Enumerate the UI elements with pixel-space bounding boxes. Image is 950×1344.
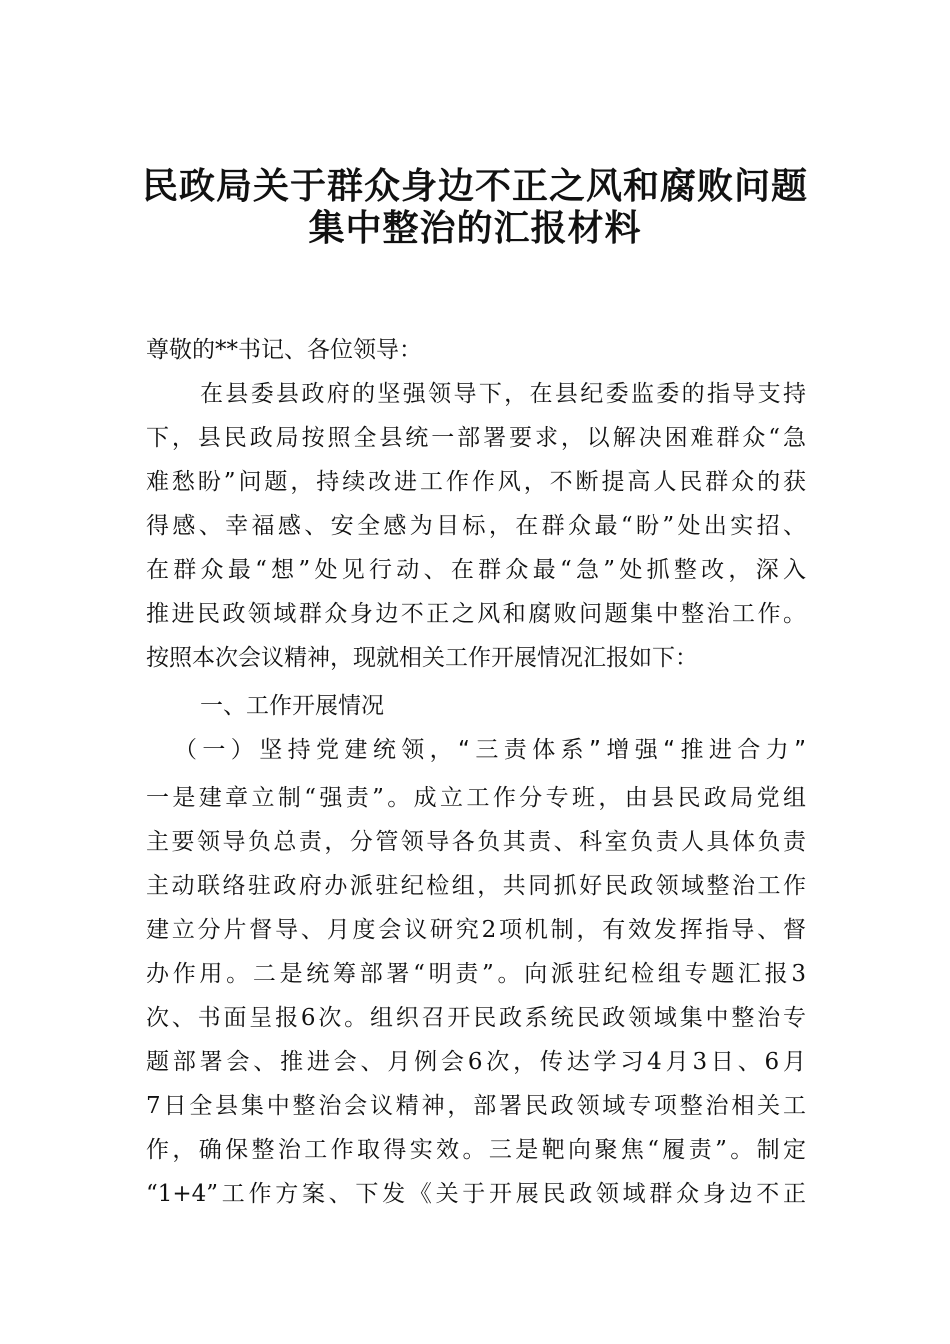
paragraph-line: 主动联络驻政府办派驻纪检组，共同抓好民政领域整治工作 <box>146 873 806 899</box>
paragraph-line: 作，确保整治工作取得实效。三是靶向聚焦“履责”。制定 <box>146 1137 806 1163</box>
document-title-line-1: 民政局关于群众身边不正之风和腐败问题 <box>141 165 808 207</box>
paragraph-line: 主要领导负总责，分管领导各负其责、科室负责人具体负责 <box>146 829 806 855</box>
subsection-heading: （一）坚持党建统领，“三责体系”增强“推进合力” <box>174 737 806 763</box>
document-title-line-2: 集中整治的汇报材料 <box>308 207 642 249</box>
paragraph-line: “1+4”工作方案、下发《关于开展民政领域群众身边不正 <box>146 1181 806 1207</box>
salutation: 尊敬的**书记、各位领导： <box>146 337 422 363</box>
paragraph-line: 按照本次会议精神，现就相关工作开展情况汇报如下： <box>146 645 698 671</box>
paragraph-line: 建立分片督导、月度会议研究2项机制，有效发挥指导、督 <box>146 917 806 943</box>
paragraph-line: 一是建章立制“强责”。成立工作分专班，由县民政局党组 <box>146 785 806 811</box>
paragraph-line: 次、书面呈报6次。组织召开民政系统民政领域集中整治专 <box>146 1005 806 1031</box>
paragraph-line: 7日全县集中整治会议精神，部署民政领域专项整治相关工 <box>146 1093 806 1119</box>
paragraph-line: 推进民政领域群众身边不正之风和腐败问题集中整治工作。 <box>146 601 806 627</box>
paragraph-line: 下，县民政局按照全县统一部署要求，以解决困难群众“急 <box>146 425 806 451</box>
paragraph-line: 难愁盼”问题，持续改进工作作风，不断提高人民群众的获 <box>146 469 806 495</box>
paragraph-line: 在县委县政府的坚强领导下，在县纪委监委的指导支持 <box>200 381 806 407</box>
paragraph-line: 得感、幸福感、安全感为目标，在群众最“盼”处出实招、 <box>146 513 806 539</box>
section-heading: 一、工作开展情况 <box>200 693 384 719</box>
paragraph-line: 题部署会、推进会、月例会6次，传达学习4月3日、6月 <box>146 1049 806 1075</box>
paragraph-line: 在群众最“想”处见行动、在群众最“急”处抓整改，深入 <box>146 557 806 583</box>
paragraph-line: 办作用。二是统筹部署“明责”。向派驻纪检组专题汇报3 <box>146 961 806 987</box>
